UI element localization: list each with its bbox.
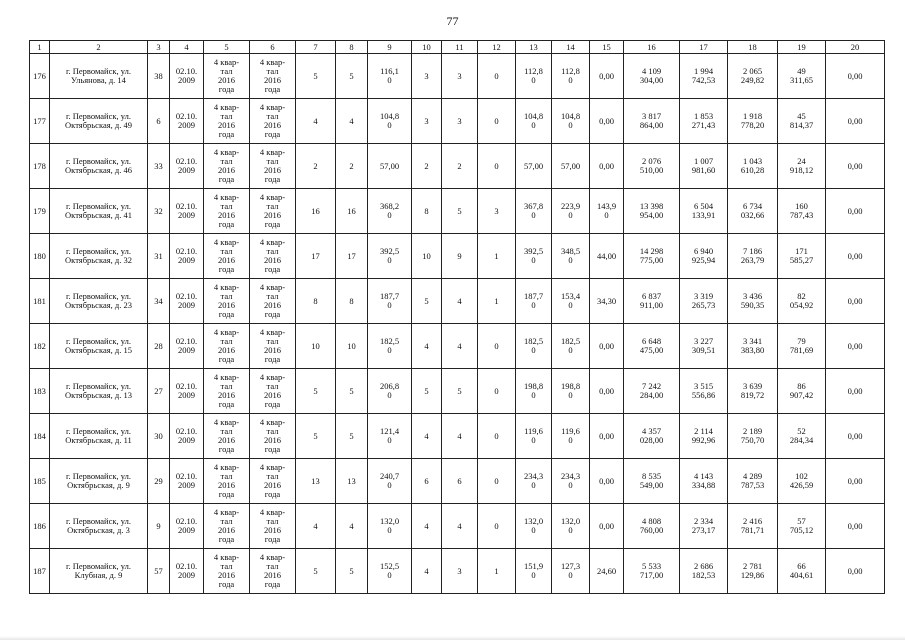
cell-18: 3 341 383,80 [728,324,778,369]
cell-7: 2 [296,144,336,189]
cell-7: 17 [296,234,336,279]
cell-12: 0 [478,369,516,414]
cell-16: 2 076 510,00 [624,144,680,189]
cell-9: 240,7 0 [368,459,412,504]
table-row [30,234,885,279]
cell-8: 16 [336,189,368,234]
cell-12: 0 [478,324,516,369]
date-cell: 02.10. 2009 [170,99,204,144]
column-header: 15 [590,41,624,54]
cell-18: 2 189 750,70 [728,414,778,459]
quarter-cell: 4 квар- тал 2016 года [250,189,296,234]
cell-7: 5 [296,549,336,594]
cell-20: 0,00 [826,144,885,189]
column-header: 6 [250,41,296,54]
cell-10: 4 [412,504,442,549]
cell-19: 45 814,37 [778,99,826,144]
cell-9: 182,5 0 [368,324,412,369]
cell-7: 8 [296,279,336,324]
cell-3: 38 [148,54,170,99]
row-number: 184 [30,414,50,459]
date-cell: 02.10. 2009 [170,369,204,414]
table-row [30,504,885,549]
cell-9: 368,2 0 [368,189,412,234]
table-row [30,99,885,144]
cell-14: 127,3 0 [552,549,590,594]
cell-20: 0,00 [826,459,885,504]
cell-19: 49 311,65 [778,54,826,99]
column-header: 12 [478,41,516,54]
date-cell: 02.10. 2009 [170,54,204,99]
cell-18: 2 065 249,82 [728,54,778,99]
date-cell: 02.10. 2009 [170,324,204,369]
cell-9: 104,8 0 [368,99,412,144]
column-header: 18 [728,41,778,54]
table-row [30,369,885,414]
cell-20: 0,00 [826,279,885,324]
cell-8: 4 [336,99,368,144]
cell-12: 1 [478,279,516,324]
cell-10: 4 [412,414,442,459]
cell-12: 0 [478,459,516,504]
address-cell: г. Первомайск, ул. Октябрьская, д. 15 [50,324,148,369]
address-cell: г. Первомайск, ул. Октябрьская, д. 13 [50,369,148,414]
cell-11: 3 [442,54,478,99]
cell-19: 66 404,61 [778,549,826,594]
quarter-cell: 4 квар- тал 2016 года [204,459,250,504]
cell-19: 82 054,92 [778,279,826,324]
cell-8: 5 [336,549,368,594]
row-number: 186 [30,504,50,549]
cell-20: 0,00 [826,549,885,594]
cell-3: 6 [148,99,170,144]
cell-3: 57 [148,549,170,594]
cell-17: 3 319 265,73 [680,279,728,324]
cell-19: 102 426,59 [778,459,826,504]
cell-16: 4 808 760,00 [624,504,680,549]
cell-16: 4 357 028,00 [624,414,680,459]
scan-edge [0,636,905,640]
row-number: 181 [30,279,50,324]
table-row [30,414,885,459]
address-cell: г. Первомайск, ул. Октябрьская, д. 23 [50,279,148,324]
quarter-cell: 4 квар- тал 2016 года [204,549,250,594]
cell-12: 1 [478,549,516,594]
cell-3: 28 [148,324,170,369]
quarter-cell: 4 квар- тал 2016 года [250,234,296,279]
cell-8: 13 [336,459,368,504]
table-row [30,279,885,324]
cell-18: 2 781 129,86 [728,549,778,594]
cell-19: 52 284,34 [778,414,826,459]
cell-10: 6 [412,459,442,504]
table-row [30,144,885,189]
cell-9: 392,5 0 [368,234,412,279]
cell-20: 0,00 [826,504,885,549]
cell-10: 5 [412,279,442,324]
column-header: 19 [778,41,826,54]
cell-13: 187,7 0 [516,279,552,324]
column-header: 16 [624,41,680,54]
address-cell: г. Первомайск, ул. Ульянова, д. 14 [50,54,148,99]
cell-17: 6 940 925,94 [680,234,728,279]
cell-17: 1 007 981,60 [680,144,728,189]
cell-11: 5 [442,369,478,414]
row-number: 183 [30,369,50,414]
cell-11: 4 [442,279,478,324]
cell-17: 3 515 556,86 [680,369,728,414]
address-cell: г. Первомайск, ул. Октябрьская, д. 41 [50,189,148,234]
cell-8: 17 [336,234,368,279]
cell-15: 0,00 [590,504,624,549]
cell-3: 27 [148,369,170,414]
cell-16: 14 298 775,00 [624,234,680,279]
row-number: 185 [30,459,50,504]
cell-14: 198,8 0 [552,369,590,414]
cell-11: 3 [442,549,478,594]
cell-7: 13 [296,459,336,504]
cell-17: 6 504 133,91 [680,189,728,234]
cell-10: 8 [412,189,442,234]
cell-13: 151,9 0 [516,549,552,594]
cell-15: 0,00 [590,414,624,459]
cell-20: 0,00 [826,369,885,414]
cell-17: 2 686 182,53 [680,549,728,594]
cell-3: 32 [148,189,170,234]
cell-11: 4 [442,324,478,369]
cell-16: 3 817 864,00 [624,99,680,144]
cell-20: 0,00 [826,324,885,369]
column-header: 2 [50,41,148,54]
cell-9: 206,8 0 [368,369,412,414]
cell-19: 57 705,12 [778,504,826,549]
table-body [30,54,885,594]
cell-11: 4 [442,504,478,549]
date-cell: 02.10. 2009 [170,549,204,594]
column-header: 8 [336,41,368,54]
cell-3: 30 [148,414,170,459]
cell-12: 0 [478,99,516,144]
cell-12: 0 [478,414,516,459]
row-number: 182 [30,324,50,369]
quarter-cell: 4 квар- тал 2016 года [250,459,296,504]
cell-10: 3 [412,99,442,144]
cell-20: 0,00 [826,414,885,459]
table-row [30,459,885,504]
cell-17: 3 227 309,51 [680,324,728,369]
quarter-cell: 4 квар- тал 2016 года [204,504,250,549]
cell-18: 1 043 610,28 [728,144,778,189]
cell-13: 198,8 0 [516,369,552,414]
address-cell: г. Первомайск, ул. Клубная, д. 9 [50,549,148,594]
date-cell: 02.10. 2009 [170,414,204,459]
cell-18: 4 289 787,53 [728,459,778,504]
cell-17: 1 994 742,53 [680,54,728,99]
housing-registry-table [29,40,885,594]
cell-15: 0,00 [590,459,624,504]
quarter-cell: 4 квар- тал 2016 года [204,54,250,99]
cell-18: 7 186 263,79 [728,234,778,279]
column-header: 4 [170,41,204,54]
row-number: 187 [30,549,50,594]
cell-11: 2 [442,144,478,189]
cell-15: 0,00 [590,54,624,99]
cell-12: 1 [478,234,516,279]
quarter-cell: 4 квар- тал 2016 года [250,369,296,414]
cell-15: 0,00 [590,324,624,369]
column-header: 14 [552,41,590,54]
cell-13: 182,5 0 [516,324,552,369]
cell-14: 57,00 [552,144,590,189]
address-cell: г. Первомайск, ул. Октябрьская, д. 11 [50,414,148,459]
cell-3: 31 [148,234,170,279]
cell-10: 4 [412,549,442,594]
date-cell: 02.10. 2009 [170,459,204,504]
cell-12: 0 [478,54,516,99]
cell-12: 0 [478,504,516,549]
cell-15: 34,30 [590,279,624,324]
column-header: 5 [204,41,250,54]
cell-19: 160 787,43 [778,189,826,234]
cell-16: 8 535 549,00 [624,459,680,504]
cell-15: 0,00 [590,144,624,189]
cell-7: 10 [296,324,336,369]
cell-9: 57,00 [368,144,412,189]
cell-18: 6 734 032,66 [728,189,778,234]
cell-13: 367,8 0 [516,189,552,234]
cell-20: 0,00 [826,99,885,144]
cell-7: 16 [296,189,336,234]
row-number: 176 [30,54,50,99]
cell-11: 6 [442,459,478,504]
cell-12: 3 [478,189,516,234]
cell-18: 2 416 781,71 [728,504,778,549]
cell-11: 3 [442,99,478,144]
cell-7: 5 [296,414,336,459]
cell-15: 0,00 [590,369,624,414]
cell-15: 143,9 0 [590,189,624,234]
quarter-cell: 4 квар- тал 2016 года [204,189,250,234]
cell-13: 132,0 0 [516,504,552,549]
cell-17: 2 334 273,17 [680,504,728,549]
cell-19: 24 918,12 [778,144,826,189]
quarter-cell: 4 квар- тал 2016 года [204,369,250,414]
date-cell: 02.10. 2009 [170,504,204,549]
cell-8: 5 [336,54,368,99]
cell-19: 86 907,42 [778,369,826,414]
cell-10: 10 [412,234,442,279]
cell-19: 79 781,69 [778,324,826,369]
column-header: 9 [368,41,412,54]
quarter-cell: 4 квар- тал 2016 года [250,99,296,144]
cell-20: 0,00 [826,234,885,279]
cell-18: 3 436 590,35 [728,279,778,324]
table-row [30,549,885,594]
cell-7: 4 [296,504,336,549]
address-cell: г. Первомайск, ул. Октябрьская, д. 49 [50,99,148,144]
cell-3: 34 [148,279,170,324]
cell-9: 121,4 0 [368,414,412,459]
quarter-cell: 4 квар- тал 2016 года [250,54,296,99]
cell-9: 132,0 0 [368,504,412,549]
cell-14: 119,6 0 [552,414,590,459]
header-row [30,41,885,54]
cell-3: 9 [148,504,170,549]
cell-13: 104,8 0 [516,99,552,144]
cell-10: 2 [412,144,442,189]
cell-14: 112,8 0 [552,54,590,99]
cell-7: 5 [296,54,336,99]
column-header: 13 [516,41,552,54]
date-cell: 02.10. 2009 [170,144,204,189]
cell-14: 234,3 0 [552,459,590,504]
cell-20: 0,00 [826,54,885,99]
cell-7: 4 [296,99,336,144]
cell-13: 392,5 0 [516,234,552,279]
date-cell: 02.10. 2009 [170,189,204,234]
table-row [30,324,885,369]
cell-9: 152,5 0 [368,549,412,594]
column-header: 11 [442,41,478,54]
cell-12: 0 [478,144,516,189]
column-header: 1 [30,41,50,54]
quarter-cell: 4 квар- тал 2016 года [204,144,250,189]
cell-16: 6 837 911,00 [624,279,680,324]
cell-9: 116,1 0 [368,54,412,99]
address-cell: г. Первомайск, ул. Октябрьская, д. 32 [50,234,148,279]
cell-17: 2 114 992,96 [680,414,728,459]
row-number: 178 [30,144,50,189]
cell-10: 4 [412,324,442,369]
column-header: 10 [412,41,442,54]
cell-15: 0,00 [590,99,624,144]
cell-7: 5 [296,369,336,414]
cell-9: 187,7 0 [368,279,412,324]
row-number: 180 [30,234,50,279]
cell-19: 171 585,27 [778,234,826,279]
cell-14: 182,5 0 [552,324,590,369]
cell-14: 153,4 0 [552,279,590,324]
cell-10: 5 [412,369,442,414]
cell-13: 57,00 [516,144,552,189]
cell-13: 119,6 0 [516,414,552,459]
quarter-cell: 4 квар- тал 2016 года [250,504,296,549]
column-header: 7 [296,41,336,54]
quarter-cell: 4 квар- тал 2016 года [204,279,250,324]
quarter-cell: 4 квар- тал 2016 года [204,99,250,144]
cell-20: 0,00 [826,189,885,234]
table-row [30,189,885,234]
cell-18: 3 639 819,72 [728,369,778,414]
address-cell: г. Первомайск, ул. Октябрьская, д. 3 [50,504,148,549]
cell-3: 29 [148,459,170,504]
cell-16: 13 398 954,00 [624,189,680,234]
cell-16: 7 242 284,00 [624,369,680,414]
cell-13: 112,8 0 [516,54,552,99]
date-cell: 02.10. 2009 [170,279,204,324]
cell-11: 5 [442,189,478,234]
cell-17: 1 853 271,43 [680,99,728,144]
cell-16: 6 648 475,00 [624,324,680,369]
quarter-cell: 4 квар- тал 2016 года [250,324,296,369]
cell-8: 5 [336,369,368,414]
column-header: 20 [826,41,885,54]
quarter-cell: 4 квар- тал 2016 года [250,414,296,459]
cell-15: 44,00 [590,234,624,279]
column-header: 3 [148,41,170,54]
cell-17: 4 143 334,88 [680,459,728,504]
cell-8: 8 [336,279,368,324]
cell-15: 24,60 [590,549,624,594]
quarter-cell: 4 квар- тал 2016 года [250,549,296,594]
row-number: 177 [30,99,50,144]
cell-14: 348,5 0 [552,234,590,279]
cell-14: 223,9 0 [552,189,590,234]
cell-13: 234,3 0 [516,459,552,504]
address-cell: г. Первомайск, ул. Октябрьская, д. 9 [50,459,148,504]
cell-16: 4 109 304,00 [624,54,680,99]
quarter-cell: 4 квар- тал 2016 года [250,144,296,189]
cell-16: 5 533 717,00 [624,549,680,594]
address-cell: г. Первомайск, ул. Октябрьская, д. 46 [50,144,148,189]
cell-10: 3 [412,54,442,99]
cell-18: 1 918 778,20 [728,99,778,144]
row-number: 179 [30,189,50,234]
cell-8: 10 [336,324,368,369]
table-row [30,54,885,99]
page-number: 77 [446,14,459,28]
cell-11: 9 [442,234,478,279]
quarter-cell: 4 квар- тал 2016 года [204,234,250,279]
cell-8: 2 [336,144,368,189]
date-cell: 02.10. 2009 [170,234,204,279]
cell-14: 104,8 0 [552,99,590,144]
column-header: 17 [680,41,728,54]
cell-11: 4 [442,414,478,459]
cell-14: 132,0 0 [552,504,590,549]
quarter-cell: 4 квар- тал 2016 года [204,324,250,369]
quarter-cell: 4 квар- тал 2016 года [250,279,296,324]
quarter-cell: 4 квар- тал 2016 года [204,414,250,459]
cell-8: 5 [336,414,368,459]
cell-8: 4 [336,504,368,549]
cell-3: 33 [148,144,170,189]
